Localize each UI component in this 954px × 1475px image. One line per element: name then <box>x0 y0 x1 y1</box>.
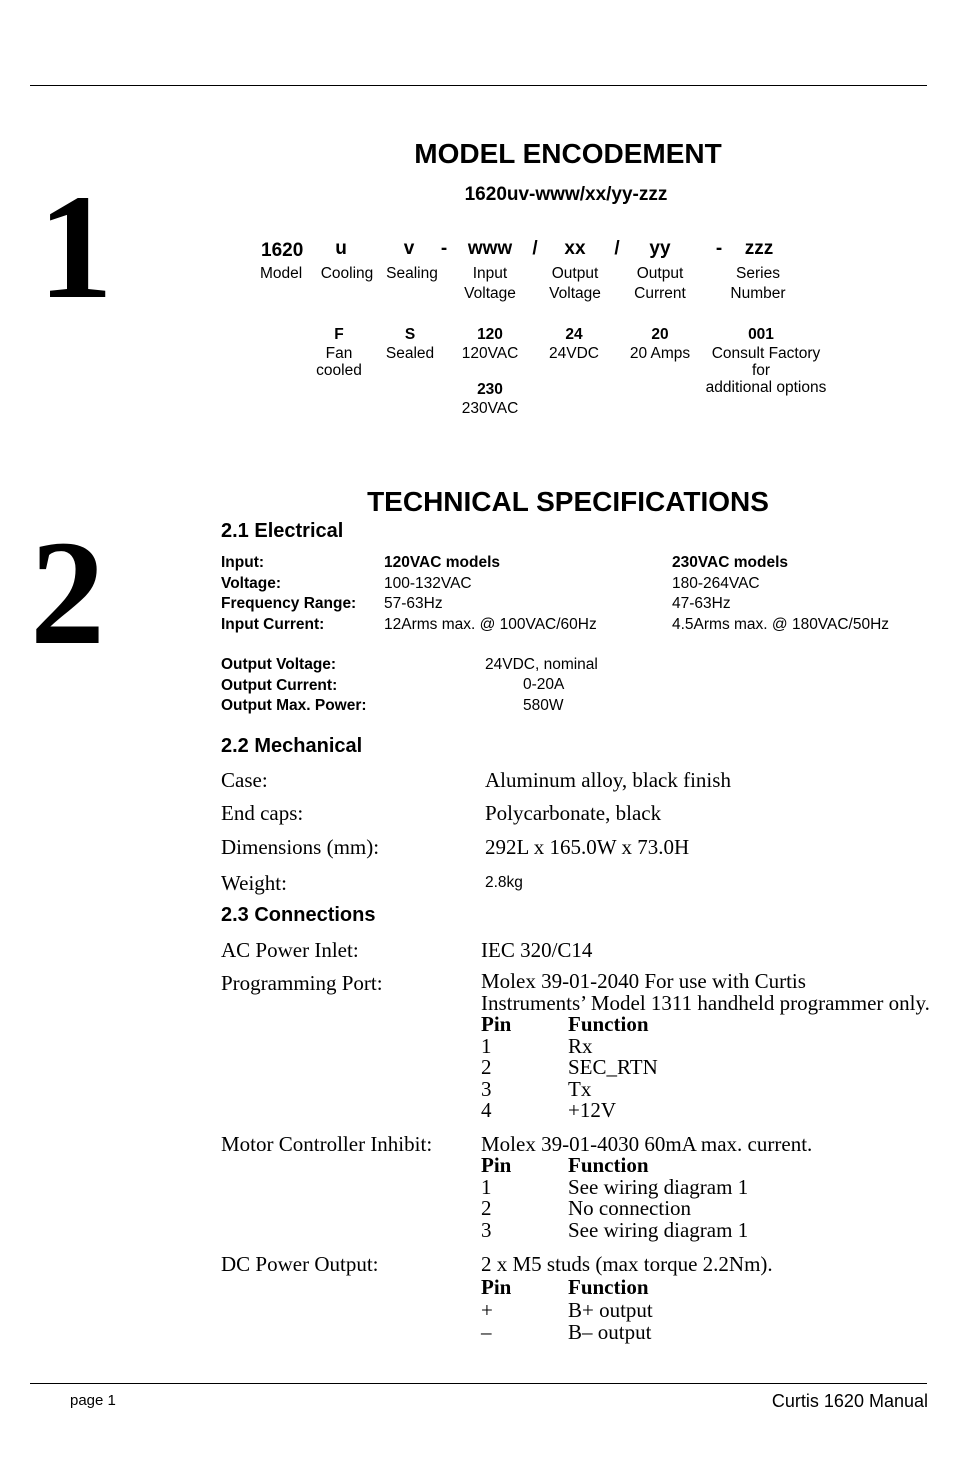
label-input-line-1: Input <box>472 265 508 282</box>
ac-inlet-label: AC Power Inlet: <box>221 938 359 962</box>
table-row <box>481 1014 658 1036</box>
label-model: Model <box>260 265 303 282</box>
label-input-voltage <box>464 264 516 304</box>
label-output-power-spec: Output Max. Power: <box>221 697 367 714</box>
input-code-230: 230 <box>477 381 503 398</box>
label-outc-line-2: Current <box>634 285 686 302</box>
value-output-voltage <box>549 325 599 362</box>
mci-pin-table <box>481 1155 748 1241</box>
sealing-desc: Sealed <box>385 345 435 362</box>
prog-pin-table <box>481 1014 658 1122</box>
prog-port-label: Programming Port: <box>221 971 383 995</box>
pin-function: No connection <box>568 1196 692 1221</box>
value-output-current <box>630 325 690 362</box>
series-desc-2: for <box>751 362 771 379</box>
section-number-1: 1 <box>38 164 113 330</box>
pin-function: Rx <box>568 1033 593 1058</box>
table-row <box>481 1276 653 1299</box>
series-code: 001 <box>748 326 774 343</box>
label-cooling: Cooling <box>320 265 374 282</box>
model-code: 1620uv-www/xx/yy-zzz <box>464 184 668 205</box>
connections-heading: 2.3 Connections <box>221 904 376 926</box>
function-header: Function <box>568 1153 649 1177</box>
cooling-code: F <box>334 326 344 343</box>
label-outc-line-1: Output <box>636 265 684 282</box>
pin-header: Pin <box>481 1153 512 1177</box>
dc-output-label: DC Power Output: <box>221 1252 379 1276</box>
prog-port-value <box>481 971 930 1014</box>
part-zzz: zzz <box>744 238 774 259</box>
part-www: www <box>467 238 513 259</box>
col230-frequency: 47-63Hz <box>672 595 731 612</box>
pin-number: 2 <box>481 1196 492 1221</box>
table-row <box>481 1174 749 1199</box>
pin-number: 2 <box>481 1055 492 1080</box>
case-label: Case: <box>221 768 268 792</box>
output-power-value: 580W <box>523 697 564 714</box>
dimensions-label: Dimensions (mm): <box>221 835 380 859</box>
output-current-value: 0-20A <box>523 676 565 693</box>
pin-header: Pin <box>481 1275 512 1299</box>
col230-header: 230VAC models <box>672 554 789 571</box>
pin-header: Pin <box>481 1012 512 1036</box>
electrical-230-column <box>672 553 889 635</box>
input-desc-120: 120VAC <box>461 345 519 362</box>
input-code-120: 120 <box>477 326 503 343</box>
endcaps-label: End caps: <box>221 801 304 825</box>
value-input <box>462 325 519 417</box>
pin-number: – <box>481 1320 492 1344</box>
mci-label: Motor Controller Inhibit: <box>221 1132 433 1156</box>
outc-desc: 20 Amps <box>629 345 691 362</box>
tech-spec-title: TECHNICAL SPECIFICATIONS <box>367 486 769 517</box>
label-voltage: Voltage: <box>221 574 281 592</box>
col120-voltage: 100-132VAC <box>384 574 472 592</box>
case-value: Aluminum alloy, black finish <box>485 768 731 792</box>
pin-number: 3 <box>481 1217 492 1242</box>
label-input: Input: <box>221 554 265 571</box>
part-slash-2: / <box>614 238 620 259</box>
part-u: u <box>335 238 347 259</box>
function-header: Function <box>568 1275 649 1299</box>
label-sealing: Sealing <box>386 265 438 282</box>
model-encodement-title: MODEL ENCODEMENT <box>414 138 722 169</box>
prog-port-line-1: Molex 39-01-2040 For use with Curtis <box>481 969 806 993</box>
table-row <box>481 1299 653 1322</box>
outc-code: 20 <box>651 326 669 343</box>
electrical-labels <box>221 553 356 635</box>
table-row <box>481 1198 748 1220</box>
label-input-current: Input Current: <box>221 615 325 633</box>
col230-voltage: 180-264VAC <box>672 574 760 592</box>
pin-function: B+ output <box>568 1297 653 1322</box>
dimensions-value: 292L x 165.0W x 73.0H <box>485 835 690 859</box>
mci-value: Molex 39-01-4030 60mA max. current. <box>481 1132 813 1156</box>
col230-current: 4.5Arms max. @ 180VAC/50Hz <box>672 615 890 633</box>
pin-function: See wiring diagram 1 <box>568 1217 749 1242</box>
pin-number: 3 <box>481 1076 492 1101</box>
electrical-heading: 2.1 Electrical <box>221 520 344 542</box>
value-series <box>706 325 827 396</box>
outv-desc: 24VDC <box>549 345 599 362</box>
table-row <box>481 1155 748 1177</box>
label-input-line-2: Voltage <box>464 285 516 302</box>
output-voltage-value: 24VDC, nominal <box>485 656 598 673</box>
mechanical-heading: 2.2 Mechanical <box>221 735 363 757</box>
pin-function: SEC_RTN <box>568 1055 658 1080</box>
label-outv-line-1: Output <box>551 265 599 282</box>
col120-frequency: 57-63Hz <box>384 595 443 612</box>
endcaps-value: Polycarbonate, black <box>485 801 662 825</box>
label-series-line-1: Series <box>736 265 780 282</box>
series-desc-1: Consult Factory <box>711 345 821 362</box>
pin-function: B– output <box>568 1320 652 1344</box>
label-frequency: Frequency Range: <box>221 595 357 612</box>
part-yy: yy <box>649 238 671 259</box>
function-header: Function <box>568 1012 649 1036</box>
label-series-line-2: Number <box>730 285 786 302</box>
cooling-desc-1: Fan <box>325 345 353 362</box>
part-1620: 1620 <box>261 240 304 261</box>
table-row <box>481 1033 658 1058</box>
electrical-120-column <box>384 553 597 635</box>
part-v: v <box>403 238 415 259</box>
pin-function: +12V <box>568 1098 617 1123</box>
value-sealing <box>386 325 434 362</box>
prog-port-line-2: Instruments’ Model 1311 handheld programmer only. <box>481 990 930 1015</box>
section-number-2: 2 <box>30 510 105 676</box>
ac-inlet-value: IEC 320/C14 <box>481 938 593 962</box>
bottom-rule <box>30 1383 927 1384</box>
output-labels <box>221 655 367 717</box>
dc-output-value: 2 x M5 studs (max torque 2.2Nm). <box>481 1252 773 1276</box>
input-desc-230: 230VAC <box>461 400 519 417</box>
sealing-code: S <box>404 326 416 343</box>
outv-code: 24 <box>565 326 583 343</box>
dc-pin-table <box>481 1276 653 1344</box>
label-outv-line-2: Voltage <box>549 285 601 302</box>
part-dash-1: - <box>440 238 448 259</box>
pin-function: Tx <box>568 1076 592 1101</box>
pin-number: 1 <box>481 1033 492 1058</box>
manual-title: Curtis 1620 Manual <box>771 1391 928 1411</box>
col120-current: 12Arms max. @ 100VAC/60Hz <box>384 615 597 633</box>
cooling-desc-2: cooled <box>316 362 362 379</box>
series-desc-3: additional options <box>705 379 827 396</box>
col120-header: 120VAC models <box>384 554 501 571</box>
part-dash-2: - <box>715 238 723 259</box>
pin-number: + <box>481 1297 493 1322</box>
table-row <box>481 1217 749 1242</box>
pin-number: 4 <box>481 1098 492 1123</box>
label-output-current <box>634 264 686 304</box>
label-output-current-spec: Output Current: <box>221 676 338 694</box>
pin-number: 1 <box>481 1174 492 1199</box>
weight-value: 2.8kg <box>485 874 523 891</box>
top-rule <box>30 85 927 86</box>
page-number: page 1 <box>70 1392 116 1409</box>
part-slash-1: / <box>532 238 538 259</box>
pin-function: See wiring diagram 1 <box>568 1174 749 1199</box>
part-xx: xx <box>564 238 586 259</box>
label-series-number <box>730 264 785 304</box>
label-output-voltage-spec: Output Voltage: <box>221 656 337 673</box>
table-row <box>481 1100 658 1122</box>
weight-label: Weight: <box>221 871 287 895</box>
table-row <box>481 1076 658 1101</box>
value-cooling <box>316 325 362 379</box>
table-row <box>481 1321 653 1344</box>
label-output-voltage <box>549 264 601 304</box>
table-row <box>481 1057 658 1079</box>
